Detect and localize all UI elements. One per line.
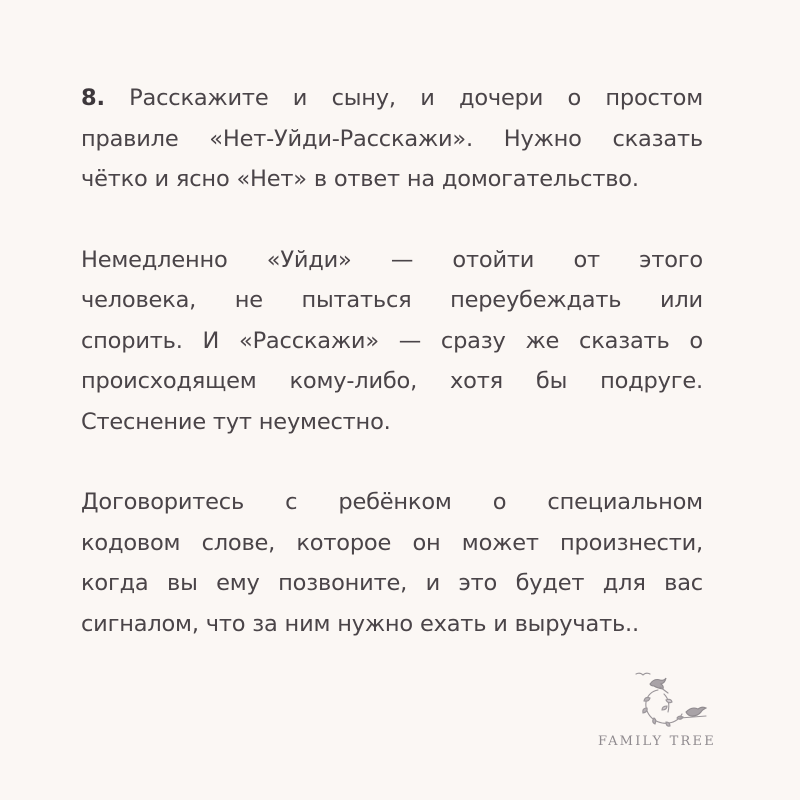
logo-text: FAMILY TREE bbox=[598, 734, 716, 749]
word: сказать bbox=[612, 125, 703, 152]
paragraph-line: Стеснение тут неуместно. bbox=[81, 408, 391, 435]
paragraph-line bbox=[81, 482, 703, 523]
word: может bbox=[461, 529, 539, 556]
word: которое bbox=[296, 529, 392, 556]
word: кодовом bbox=[81, 529, 181, 556]
paragraph-line bbox=[81, 280, 703, 321]
word: этого bbox=[639, 246, 703, 273]
word: — bbox=[398, 327, 422, 354]
word: о bbox=[492, 489, 507, 515]
word: Расскажите bbox=[129, 85, 269, 111]
word: позвоните, bbox=[278, 570, 408, 596]
word: же bbox=[525, 327, 560, 354]
word: произнести, bbox=[560, 529, 703, 556]
word: и bbox=[292, 85, 308, 111]
paragraph-line bbox=[81, 361, 703, 402]
word: и bbox=[420, 85, 435, 111]
word: сыну, bbox=[331, 85, 396, 111]
word: сразу bbox=[440, 327, 506, 354]
word: когда bbox=[81, 570, 149, 596]
paragraph-line bbox=[81, 78, 703, 119]
paragraph-line: сигналом, что за ним нужно ехать и выручать.. bbox=[81, 610, 639, 637]
word: дочери bbox=[458, 85, 544, 111]
word: «Нет-Уйди-Расскажи». bbox=[209, 125, 473, 152]
word: хотя bbox=[450, 368, 503, 394]
word: вы bbox=[167, 570, 198, 596]
word: ребёнком bbox=[338, 489, 452, 515]
word: «Уйди» bbox=[266, 246, 352, 273]
paragraph-line bbox=[81, 240, 703, 281]
word: о bbox=[567, 85, 582, 111]
word: простом bbox=[605, 85, 703, 111]
word: для bbox=[602, 570, 646, 596]
word: Договоритесь bbox=[81, 489, 245, 515]
word: происходящем bbox=[81, 368, 257, 394]
word: о bbox=[689, 327, 703, 354]
item-number: 8. bbox=[81, 85, 105, 111]
word: не bbox=[234, 287, 263, 313]
word: с bbox=[285, 489, 298, 515]
word: Нужно bbox=[503, 125, 582, 152]
paragraph-line: чётко и ясно «Нет» в ответ на домогательство. bbox=[81, 166, 639, 192]
word: ему bbox=[216, 570, 260, 596]
word: он bbox=[412, 529, 441, 556]
paragraph-2 bbox=[81, 240, 703, 443]
paragraph-line bbox=[81, 321, 703, 362]
word: правиле bbox=[81, 125, 179, 152]
word: подруге. bbox=[600, 368, 703, 394]
paragraph-line bbox=[81, 119, 703, 160]
article-body bbox=[81, 78, 703, 684]
word: сказать bbox=[579, 327, 670, 354]
word: кому-либо, bbox=[289, 368, 418, 394]
word: бы bbox=[535, 368, 568, 394]
word: слове, bbox=[201, 529, 276, 556]
word: И bbox=[202, 327, 220, 354]
word: спорить. bbox=[81, 327, 183, 354]
word: «Расскажи» bbox=[239, 327, 379, 354]
word: или bbox=[659, 287, 703, 313]
word: специальном bbox=[547, 489, 703, 515]
family-tree-logo bbox=[592, 672, 742, 762]
word: — bbox=[390, 246, 414, 273]
word: отойти bbox=[452, 246, 535, 273]
birds-wreath-icon bbox=[630, 672, 710, 734]
word: пытаться bbox=[301, 287, 412, 313]
paragraph-line bbox=[81, 523, 703, 564]
paragraph-3 bbox=[81, 482, 703, 644]
paragraph-line bbox=[81, 563, 703, 604]
word: Немедленно bbox=[81, 246, 228, 273]
paragraph-1 bbox=[81, 78, 703, 200]
word: это bbox=[458, 570, 498, 596]
word: переубеждать bbox=[450, 287, 622, 313]
word: человека, bbox=[81, 287, 197, 313]
word: и bbox=[425, 570, 440, 596]
word: вас bbox=[664, 570, 703, 596]
word: от bbox=[573, 246, 600, 273]
word: будет bbox=[515, 570, 585, 596]
